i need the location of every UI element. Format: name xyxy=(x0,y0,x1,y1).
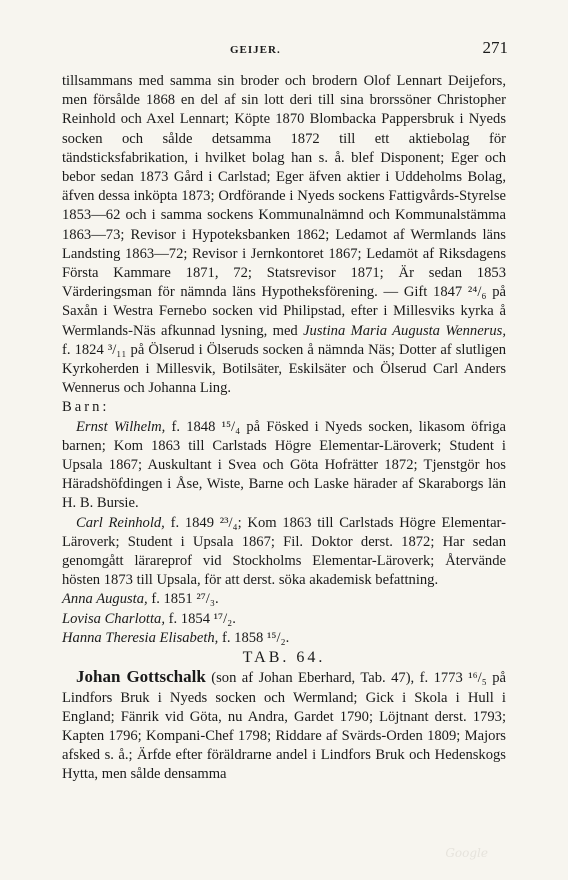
child-entry xyxy=(62,514,506,591)
page-body xyxy=(62,72,506,785)
page-number: 271 xyxy=(482,38,508,57)
entry-text: (son af Johan Eberhard, Tab. 47), f. 1773 ¹⁶/₅ på Lindfors Bruk i Nyeds socken och Wermland; Gick i Skola i Hull i England; Fänrik vid Göta, nu Andra, Gardet 1790; Löjtnant derst. 1793; Kapten 1796; Kompani-Chef 1798; Riddare af Svärds-Orden 1809; Majors afsked s. å.; Ärfde efter föräldrarne andel i Lindfors Bruk och Hedenskogs Hytta, men sålde densamma xyxy=(62,670,507,783)
child-text: f. 1848 ¹⁵/₄ på Fösked i Nyeds socken, likasom öfriga barnen; Kom 1863 till Carlstads Högre Elementar-Läroverk; Student i Upsala 1867; Auskultant i Svea och Göta Hofrätter 1872; Tjenstgör hos Häradshöfdingen i Åse, Wiste, Barne och Laske härader af Skaraborgs län H. B. Bursie. xyxy=(62,418,507,512)
page-header xyxy=(60,38,508,60)
paragraph-text: tillsammans med samma sin broder och brodern Olof Lennart Deijefors, men försålde 1868 en del af sin lott deri till sina brorssöner Christopher Reinhold och Axel Lennart; Köpte 1870 Blombacka Pappersbruk i Nyeds socken och sålde detsamma 1872 till ett aktiebolag för tändsticksfabrikation, i hvilket bolag han s. å. blef Disponent; Eger och bebor sedan 1873 Gård i Carlstad; Eger äfven aktier i Uddeholms Bolag, äfven dessa inköpta 1873; Ordförande i Nyeds sockens Fattigvårds-Styrelse 1853—62 och i samma sockens Kommunalnämnd och Kommunalstämma 1863—73; Revisor i Hypoteksbanken 1862; Ledamot af Wermlands läns Landsting 1863—72; Revisor i Jernkontoret 1867; Ledamöt af Riksdagens Första Kammare 1871, 72; Statsrevisor 1871; Är sedan 1853 Värderingsman för nämnda läns Hypotheksförening. — Gift 1847 ²⁴/₆ på Saxån i Westra Fernebo socken vid Philipstad, efter i Millesviks kyrka å Wermlands-Näs afkunnad lysning, med xyxy=(62,73,506,339)
child-text: f. 1858 ¹⁵/₂. xyxy=(222,629,290,646)
children-heading: Barn: xyxy=(62,399,110,416)
person-name: Johan Gottschalk xyxy=(76,667,206,687)
child-name: Hanna Theresia Elisabeth, xyxy=(62,629,219,646)
child-name: Anna Augusta, xyxy=(62,591,148,608)
spouse-name: Justina Maria Augusta Wennerus, xyxy=(303,322,506,339)
child-name: Ernst Wilhelm, xyxy=(76,418,166,435)
paragraph xyxy=(62,72,506,398)
child-entry xyxy=(62,610,506,629)
paragraph-text-end: f. 1824 ³/₁₁ på Ölserud i Ölseruds socken å nämnda Näs; Dotter af slutligen Kyrkoherden i Millesvik, Botilsäter, Eskilsäter och Ölserud Carl Anders Wennerus och Johanna Ling. xyxy=(62,341,506,397)
running-title: GEIJER. xyxy=(230,44,281,56)
child-name: Lovisa Charlotta, xyxy=(62,610,165,627)
child-entry xyxy=(62,629,506,648)
table-heading: TAB. 64. xyxy=(242,649,326,667)
child-entry xyxy=(62,590,506,609)
child-text: f. 1851 ²⁷/₃. xyxy=(151,591,219,608)
child-name: Carl Reinhold, xyxy=(76,514,165,531)
child-text: f. 1849 ²³/₄; Kom 1863 till Carlstads Högre Elementar-Läroverk; Student i Upsala 1867; Fil. Doktor derst. 1872; Har sedan genomgått lärareprof vid Stockholms Elementar-Läroverk; Återvände hösten 1873 till Upsala, för att derst. söka akademisk befattning. xyxy=(62,514,506,589)
table-entry xyxy=(62,667,506,784)
child-text: f. 1854 ¹⁷/₂. xyxy=(168,610,236,627)
google-watermark: Google xyxy=(445,846,488,860)
child-entry xyxy=(62,418,506,514)
